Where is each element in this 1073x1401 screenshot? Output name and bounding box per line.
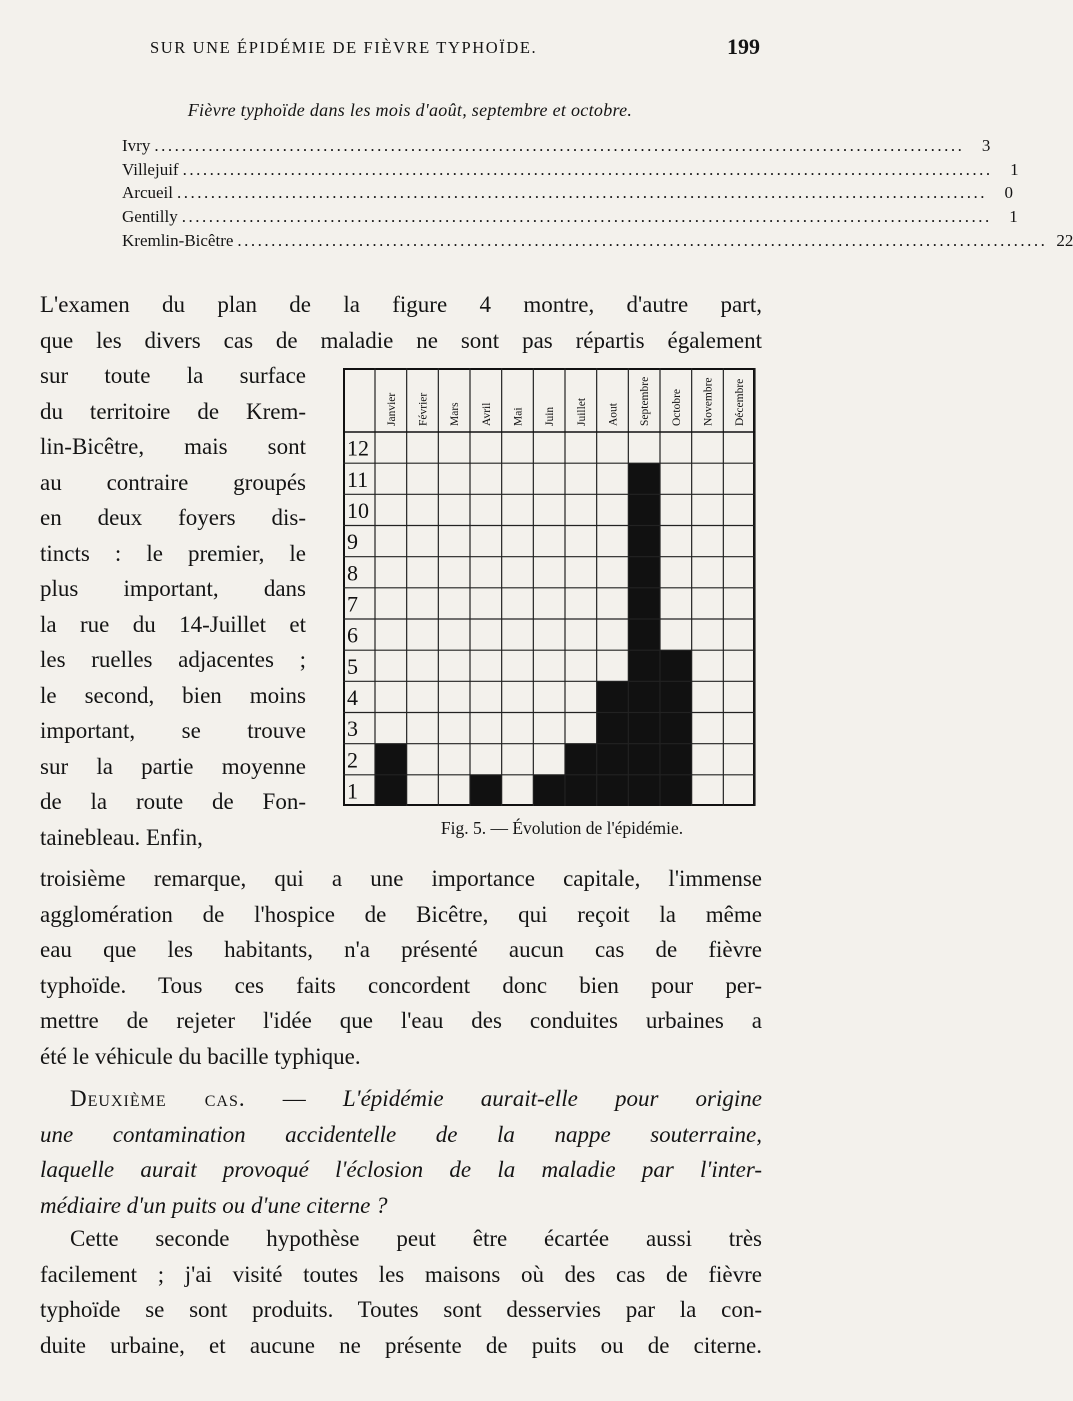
text-line: la rue du 14-Juillet et bbox=[40, 611, 306, 637]
em-dash: — bbox=[282, 1086, 306, 1111]
leader-dots: ........................................................................................................................ bbox=[181, 207, 992, 227]
month-label-décembre: Décembre bbox=[734, 378, 747, 426]
leader-dots: ........................................................................................................................ bbox=[237, 230, 1048, 250]
text-line: tainebleau. Enfin, bbox=[40, 824, 203, 850]
paragraph-2 bbox=[40, 861, 762, 1074]
y-tick-label: 9 bbox=[347, 529, 358, 555]
cases-by-place-table bbox=[122, 136, 1073, 254]
paragraph-1-intro bbox=[40, 287, 762, 358]
month-label-octobre: Octobre bbox=[670, 388, 683, 426]
page-number: 199 bbox=[727, 34, 760, 59]
text-line: les ruelles adjacentes ; bbox=[40, 647, 306, 672]
place-name: Villejuif bbox=[122, 159, 179, 179]
chart-frame bbox=[344, 369, 754, 805]
text-line: L'examen du plan de la figure 4 montre, d'autre part, bbox=[40, 292, 762, 317]
y-tick-label: 10 bbox=[347, 497, 369, 523]
month-label-janvier: Janvier bbox=[385, 392, 398, 426]
text-line: été le véhicule du bacille typhique. bbox=[40, 1043, 361, 1069]
table-row bbox=[122, 159, 1019, 184]
bar-septembre bbox=[628, 463, 660, 806]
month-label-juin: Juin bbox=[544, 406, 557, 426]
text-line: important, se trouve bbox=[40, 718, 306, 743]
text-line: tincts : le premier, le bbox=[40, 540, 306, 566]
text-line: lin-Bicêtre, mais sont bbox=[40, 434, 306, 459]
lead-sentence: L'épidémie aurait-elle pour origine bbox=[342, 1086, 762, 1111]
table-row bbox=[122, 207, 1018, 231]
case-count: 3 bbox=[981, 136, 991, 155]
month-label-mai: Mai bbox=[512, 407, 525, 426]
place-name: Arcueil bbox=[122, 183, 173, 203]
text-line: une contamination accidentelle de la nappe souterraine, bbox=[40, 1121, 762, 1147]
case-count: 0 bbox=[1004, 183, 1013, 203]
running-title: SUR UNE ÉPIDÉMIE DE FIÈVRE TYPHOÏDE. bbox=[150, 38, 538, 57]
bar-avril bbox=[470, 775, 502, 806]
text-line: plus important, dans bbox=[40, 576, 306, 601]
text-line: sur la partie moyenne bbox=[40, 753, 306, 779]
place-name: Gentilly bbox=[122, 207, 178, 227]
y-tick-label: 5 bbox=[347, 653, 358, 679]
y-tick-label: 11 bbox=[347, 466, 369, 492]
leader-dots: ........................................................................................................................ bbox=[176, 183, 987, 203]
text-line: facilement ; j'ai visité toutes les maisons où des cas de fièvre bbox=[40, 1261, 762, 1287]
text-line bbox=[40, 1081, 762, 1117]
month-label-février: Février bbox=[417, 392, 430, 426]
y-tick-label: 12 bbox=[347, 435, 369, 461]
bar-juin bbox=[533, 775, 565, 806]
month-label-septembre: Septembre bbox=[639, 376, 652, 426]
y-tick-label: 2 bbox=[347, 747, 358, 773]
text-line: agglomération de l'hospice de Bicêtre, qui reçoit la même bbox=[40, 901, 762, 927]
text-line: médiaire d'un puits ou d'une citerne ? bbox=[40, 1192, 388, 1218]
epidemic-evolution-chart bbox=[343, 368, 757, 810]
leader-dots: ........................................................................................................................ bbox=[182, 159, 993, 179]
text-line: Cette seconde hypothèse peut être écartée aussi très bbox=[70, 1226, 762, 1251]
leader-dots: ........................................................................................................................ bbox=[154, 136, 965, 155]
section-lead: Deuxième cas. bbox=[70, 1086, 246, 1111]
y-tick-label: 3 bbox=[347, 716, 358, 742]
text-line: du territoire de Krem- bbox=[40, 398, 306, 424]
paragraph-3 bbox=[40, 1081, 762, 1223]
table-row bbox=[122, 183, 1013, 207]
y-tick-label: 4 bbox=[347, 684, 358, 710]
text-line: de la route de Fon- bbox=[40, 789, 306, 814]
chart-svg bbox=[343, 368, 757, 810]
case-count: 1 bbox=[1010, 159, 1019, 179]
y-tick-label: 7 bbox=[347, 591, 358, 617]
text-line: typhoïde se sont produits. Toutes sont desservies par la con- bbox=[40, 1297, 762, 1322]
text-line: en deux foyers dis- bbox=[40, 505, 306, 530]
place-name: Ivry bbox=[122, 136, 151, 155]
text-line: laquelle aurait provoqué l'éclosion de la maladie par l'inter- bbox=[40, 1157, 762, 1182]
case-count: 22 bbox=[1056, 230, 1073, 250]
text-line: eau que les habitants, n'a présenté aucun cas de fièvre bbox=[40, 937, 762, 962]
text-line: sur toute la surface bbox=[40, 363, 306, 388]
place-name: Kremlin-Bicêtre bbox=[122, 230, 234, 250]
month-label-avril: Avril bbox=[480, 402, 493, 426]
case-count: 1 bbox=[1009, 207, 1018, 227]
paragraph-4 bbox=[40, 1221, 762, 1363]
figure-caption: Fig. 5. — Évolution de l'épidémie. bbox=[440, 818, 684, 838]
text-line: que les divers cas de maladie ne sont pas répartis également bbox=[40, 327, 762, 353]
text-line: troisième remarque, qui a une importance capitale, l'immense bbox=[40, 866, 762, 891]
table-row bbox=[122, 136, 991, 160]
month-label-juillet: Juillet bbox=[575, 397, 588, 426]
month-label-aout: Aout bbox=[607, 403, 620, 426]
y-tick-label: 6 bbox=[347, 622, 358, 648]
bar-octobre bbox=[660, 650, 692, 806]
month-label-novembre: Novembre bbox=[702, 377, 715, 426]
text-line: le second, bien moins bbox=[40, 682, 306, 708]
month-label-mars: Mars bbox=[449, 402, 462, 426]
text-line: au contraire groupés bbox=[40, 469, 306, 495]
y-tick-label: 8 bbox=[347, 560, 358, 586]
y-tick-label: 1 bbox=[347, 778, 358, 804]
text-line: duite urbaine, et aucune ne présente de puits ou de citerne. bbox=[40, 1332, 762, 1358]
table-row bbox=[122, 230, 1073, 255]
running-head bbox=[150, 34, 760, 64]
paragraph-1-narrow-column bbox=[40, 358, 306, 855]
text-line: typhoïde. Tous ces faits concordent donc bien pour per- bbox=[40, 972, 762, 998]
text-line: mettre de rejeter l'idée que l'eau des conduites urbaines a bbox=[40, 1008, 762, 1033]
table-caption: Fièvre typhoïde dans les mois d'août, septembre et octobre. bbox=[187, 100, 633, 120]
